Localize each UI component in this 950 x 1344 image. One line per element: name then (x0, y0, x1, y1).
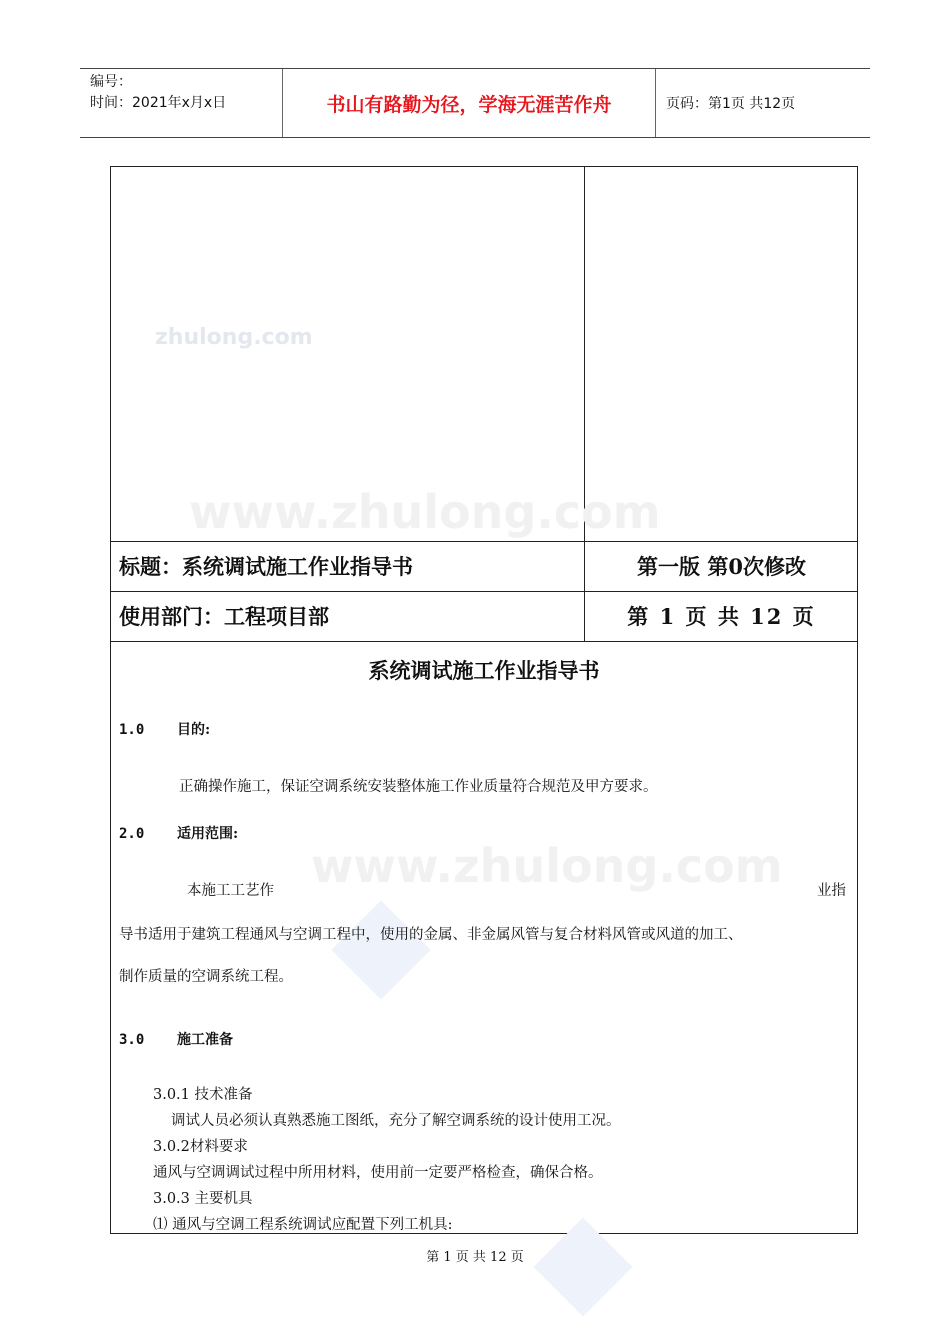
snowflake-logo (332, 901, 431, 1000)
number-label: 编号： (90, 74, 132, 90)
prep-line: 3.0.1 技术准备 (153, 1087, 253, 1103)
section-number: 3.0 (119, 1032, 145, 1048)
row-divider (111, 641, 857, 642)
scope-text-line3: 制作质量的空调系统工程。 (119, 969, 293, 985)
prep-line: 3.0.3 主要机具 (153, 1191, 253, 1207)
section-number: 2.0 (119, 826, 145, 842)
purpose-text: 正确操作施工，保证空调系统安装整体施工作业质量符合规范及甲方要求。 (179, 779, 658, 795)
header-motto: 书山有路勤为径，学海无涯苦作舟 (282, 69, 656, 137)
version-label: 第一版 第0次修改 (637, 554, 806, 579)
prep-line: ⑴ 通风与空调工程系统调试应配置下列工机具: (153, 1217, 453, 1233)
watermark-large-1: www.zhulong.com (189, 485, 661, 539)
section-title: 适用范围: (177, 826, 239, 842)
document-frame (110, 166, 858, 1234)
section-heading (119, 719, 210, 739)
document-title: 系统调试施工作业指导书 (368, 658, 600, 683)
section-number: 1.0 (119, 722, 145, 738)
page-header (80, 68, 870, 138)
header-page-label: 页码：第1页 共12页 (666, 96, 796, 112)
section-title: 目的: (177, 722, 211, 738)
scope-text-line1-right: 业指 (817, 883, 846, 899)
watermark-small: zhulong.com (155, 325, 313, 350)
page-footer: 第 1 页 共 12 页 (426, 1250, 524, 1265)
time-label: 时间：2021年x月x日 (90, 95, 227, 111)
watermark-large-2: www.zhulong.com (311, 839, 783, 893)
section-title: 施工准备 (177, 1032, 233, 1048)
scope-text-line2: 导书适用于建筑工程通风与空调工程中，使用的金属、非金属风管与复合材料风管或风道的加工、 (119, 927, 743, 943)
page-info: 第 1 页 共 12 页 (627, 604, 816, 629)
prep-line: 通风与空调调试过程中所用材料，使用前一定要严格检查，确保合格。 (153, 1165, 603, 1181)
section-heading (119, 1029, 233, 1049)
title-label: 标题：系统调试施工作业指导书 (119, 554, 413, 579)
department-label: 使用部门：工程项目部 (119, 604, 329, 629)
scope-text-line1-left: 本施工工艺作 (187, 883, 274, 899)
section-heading (119, 823, 238, 843)
header-meta (80, 69, 282, 137)
prep-line: 3.0.2材料要求 (153, 1139, 248, 1155)
prep-line: 调试人员必须认真熟悉施工图纸，充分了解空调系统的设计使用工况。 (171, 1113, 621, 1129)
